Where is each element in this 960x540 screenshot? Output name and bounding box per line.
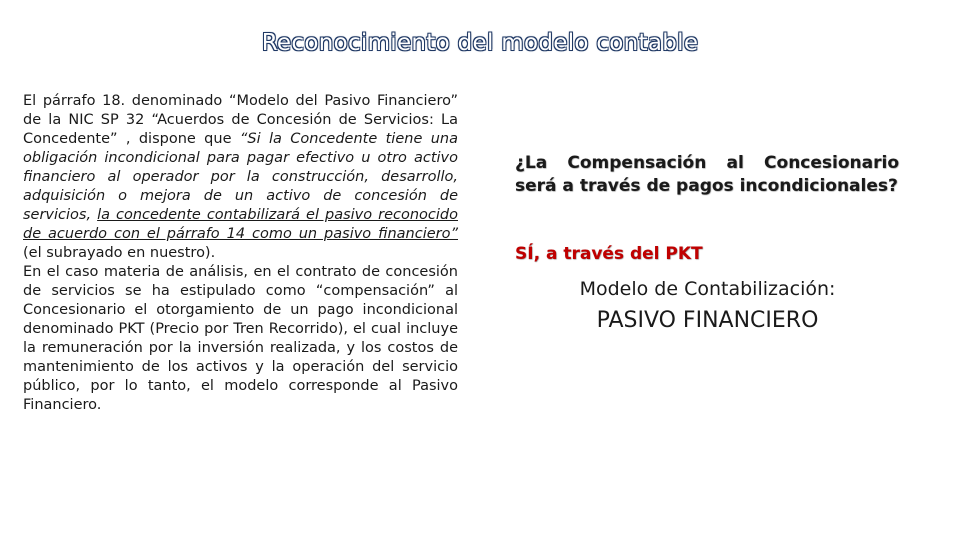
answer-text: SÍ, a través del PKT <box>515 244 703 264</box>
paragraph-nic-sp-32 <box>23 92 458 263</box>
paragraph-1-underlined-quote: la concedente contabilizará el pasivo reconocido de acuerdo con el párrafo 14 como un pasivo financiero” <box>23 207 458 242</box>
paragraph-1-note: (el subrayado en nuestro). <box>23 245 216 261</box>
model-value: PASIVO FINANCIERO <box>596 308 819 333</box>
paragraph-1-intro: El párrafo 18. denominado “Modelo del Pasivo Financiero” de la NIC SP 32 “Acuerdos de Concesión de Servicios: La Concedente” , dispone que <box>23 93 458 147</box>
question-text: ¿La Compensación al Concesionario será a través de pagos incondicionales? <box>515 153 899 196</box>
model-label: Modelo de Contabilización: <box>579 278 836 300</box>
paragraph-1-quote: “Si la Concedente tiene una obligación incondicional para pagar efectivo u otro activo financiero al operador por la construcción, desarrollo, adquisición o mejora de un activo de concesión de servicios, <box>23 131 458 223</box>
left-body-text <box>23 92 458 415</box>
paragraph-case-analysis: En el caso materia de análisis, en el contrato de concesión de servicios se ha estipulado como “compensación” al Concesionario el otorgamiento de un pago incondicional denominado PKT (Precio por Tren Recorrido), el cual incluye la remuneración por la inversión realizada, y los costos de mantenimiento de los activos y la operación del servicio público, por lo tanto, el modelo corresponde al Pasivo Financiero. <box>23 264 458 413</box>
slide-title: Reconocimiento del modelo contable <box>261 30 699 56</box>
